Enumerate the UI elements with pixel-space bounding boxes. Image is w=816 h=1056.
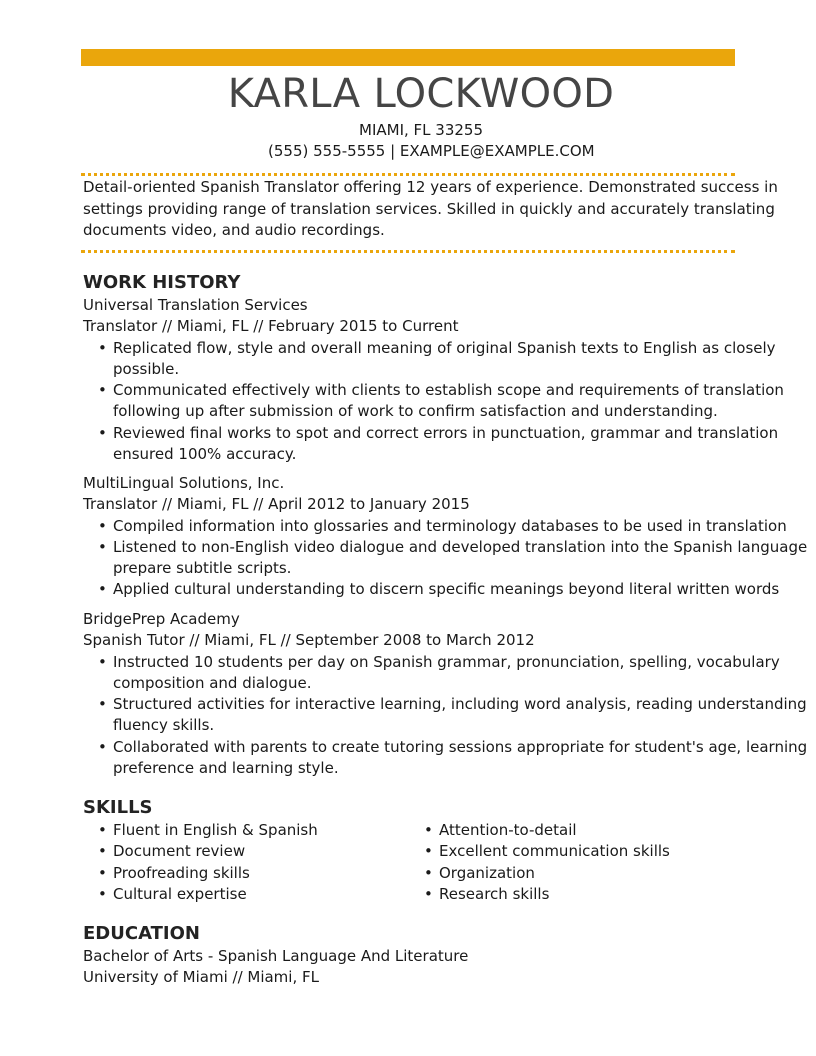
skill-item [83, 841, 403, 862]
job-entry [83, 609, 807, 779]
skills-heading: SKILLS [83, 797, 153, 818]
bullet-icon: • [424, 863, 433, 882]
bullet-icon: • [424, 821, 433, 839]
bullet-icon: • [424, 842, 433, 861]
divider-bottom [81, 250, 735, 253]
skill-item [409, 863, 729, 884]
bullet-text: Communicated effectively with clients to establish scope and requirements of translation [113, 381, 784, 400]
job-role-line: Translator // Miami, FL // February 2015 to Current [83, 317, 459, 336]
job-entry [83, 295, 784, 465]
bullet-icon: • [98, 863, 107, 882]
bullet-icon: • [424, 884, 433, 903]
work-history-heading: WORK HISTORY [83, 272, 241, 293]
bullet-item [83, 652, 807, 695]
bullet-item [83, 423, 784, 466]
contact-info: (555) 555-5555 | EXAMPLE@EXAMPLE.COM [268, 142, 595, 160]
skill-item [409, 841, 729, 862]
skill-text: Document review [113, 842, 246, 861]
job-bullets [83, 652, 807, 780]
bullet-icon: • [98, 652, 107, 671]
bullet-icon: • [98, 516, 107, 535]
education-heading: EDUCATION [83, 923, 200, 944]
bullet-text: Structured activities for interactive learning, including word analysis, reading understanding [113, 695, 807, 714]
bullet-text: Replicated flow, style and overall meaning of original Spanish texts to English as closely [113, 338, 776, 357]
skill-text: Excellent communication skills [439, 842, 670, 861]
job-bullets [83, 338, 784, 466]
bullet-icon: • [98, 821, 107, 839]
bullet-icon: • [98, 580, 107, 599]
candidate-name: KARLA LOCKWOOD [227, 71, 615, 117]
skill-text: Cultural expertise [113, 884, 247, 903]
bullet-icon: • [98, 695, 107, 714]
summary-line: settings providing range of translation services. Skilled in quickly and accurately translating [83, 199, 775, 218]
skill-item [83, 884, 403, 905]
bullet-item [83, 516, 807, 537]
skills-column-left [83, 820, 403, 905]
company-name: Universal Translation Services [83, 296, 308, 314]
divider-top [81, 173, 735, 176]
skill-text: Organization [439, 863, 535, 882]
bullet-text: composition and dialogue. [113, 673, 312, 692]
bullet-icon: • [98, 737, 107, 756]
address: MIAMI, FL 33255 [359, 121, 483, 139]
bullet-text: Collaborated with parents to create tutoring sessions appropriate for student's age, learning [113, 737, 808, 756]
education-entry [83, 946, 468, 989]
skill-item [83, 863, 403, 884]
skill-item [409, 884, 729, 905]
company-name: MultiLingual Solutions, Inc. [83, 474, 285, 492]
bullet-icon: • [98, 338, 107, 357]
school: University of Miami // Miami, FL [83, 968, 319, 987]
bullet-text: possible. [113, 359, 180, 378]
bullet-icon: • [98, 423, 107, 442]
bullet-item [83, 537, 807, 580]
skills-column-right [409, 820, 729, 905]
bullet-text: Reviewed final works to spot and correct errors in punctuation, grammar and translation [113, 423, 779, 442]
bullet-item [83, 380, 784, 423]
job-entry [83, 473, 807, 601]
bullet-text: fluency skills. [113, 716, 215, 735]
skill-item [409, 820, 729, 841]
degree: Bachelor of Arts - Spanish Language And Literature [83, 947, 469, 965]
header-accent-bar [81, 49, 735, 66]
skill-text: Research skills [439, 884, 550, 903]
bullet-text: following up after submission of work to confirm satisfaction and understanding. [113, 402, 718, 421]
bullet-icon: • [98, 884, 107, 903]
bullet-item [83, 579, 807, 600]
job-role-line: Spanish Tutor // Miami, FL // September 2008 to March 2012 [83, 631, 535, 650]
bullet-text: Applied cultural understanding to discern specific meanings beyond literal written words [113, 580, 780, 599]
bullet-text: Instructed 10 students per day on Spanish grammar, pronunciation, spelling, vocabulary [113, 652, 780, 671]
skill-item [83, 820, 403, 841]
bullet-text: Compiled information into glossaries and terminology databases to be used in translation [113, 516, 787, 535]
bullet-text: prepare subtitle scripts. [113, 559, 292, 578]
bullet-item [83, 338, 784, 381]
professional-summary [83, 177, 778, 242]
bullet-icon: • [98, 842, 107, 861]
summary-line: Detail-oriented Spanish Translator offering 12 years of experience. Demonstrated success in [83, 178, 778, 196]
bullet-item [83, 694, 807, 737]
skill-text: Attention-to-detail [439, 821, 577, 839]
job-bullets [83, 516, 807, 601]
bullet-item [83, 737, 807, 780]
bullet-text: ensured 100% accuracy. [113, 445, 297, 464]
bullet-text: Listened to non-English video dialogue and developed translation into the Spanish language [113, 537, 808, 556]
skill-text: Fluent in English & Spanish [113, 821, 318, 839]
skill-text: Proofreading skills [113, 863, 250, 882]
bullet-icon: • [98, 381, 107, 400]
company-name: BridgePrep Academy [83, 610, 240, 628]
job-role-line: Translator // Miami, FL // April 2012 to January 2015 [83, 495, 470, 514]
bullet-text: preference and learning style. [113, 759, 339, 778]
summary-line: documents video, and audio recordings. [83, 221, 385, 239]
bullet-icon: • [98, 537, 107, 556]
